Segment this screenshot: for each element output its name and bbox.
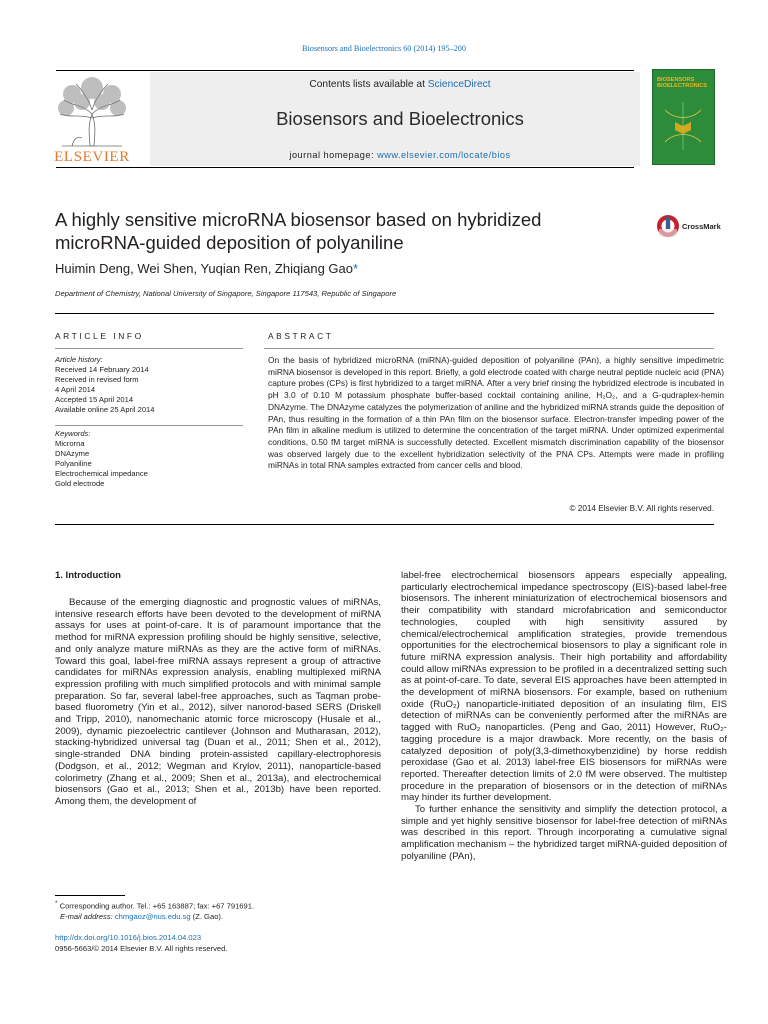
footnote-line: * Corresponding author. Tel.: +65 163887; fax: +67 791691. [55,900,255,911]
journal-name: Biosensors and Bioelectronics [276,108,524,129]
keyword: Polyaniline [55,459,92,468]
history-item: Accepted 15 April 2014 [55,395,134,404]
history-item: 4 April 2014 [55,385,96,394]
abstract-bottom-rule [55,524,714,525]
cover-graphic [661,100,706,152]
journal-citation[interactable]: Biosensors and Bioelectronics 60 (2014) 195–200 [302,44,466,53]
article-info-heading: ARTICLE INFO [55,331,144,341]
keywords-label: Keywords: [55,429,91,438]
right-column [401,570,727,863]
author-list: Huimin Deng, Wei Shen, Yuqian Ren, Zhiqiang Gao* [55,261,359,276]
masthead-top-rule [56,70,634,71]
abstract-copyright: © 2014 Elsevier B.V. All rights reserved. [569,504,714,513]
article-history [55,355,245,415]
cover-title: BIOSENSORS BIOELECTRONICS [657,77,708,89]
email-link[interactable]: chmgaoz@nus.edu.sg [114,911,191,921]
history-item: Available online 25 April 2014 [55,405,155,414]
article-info-rule [55,348,243,349]
title-rule [55,313,714,314]
keywords-rule [55,425,243,426]
footnote [55,899,254,922]
masthead-bottom-rule [56,167,634,168]
body-paragraph: To further enhance the sensitivity and simplify the detection protocol, a simple and yet highly sensitive biosensor for label-free detection of miRNAs was described in this report. Through incorporating a cumulative signal amplification mechanism – the hybridized target miRNA-guided deposition of polyaniline (PAn), [401,804,727,862]
affiliation: Department of Chemistry, National University of Singapore, Singapore 117543, Republic of Singapore [55,289,397,298]
footnote-email-line: E-mail address: chmgaoz@nus.edu.sg (Z. Gao). [60,911,224,921]
issn-line: 0956-5663/© 2014 Elsevier B.V. All rights reserved. [55,943,228,953]
left-column [55,597,381,808]
corresponding-author-mark[interactable]: * [352,261,359,276]
contents-line: Contents lists available at ScienceDirect [309,79,491,90]
body-paragraph: Because of the emerging diagnostic and prognostic values of miRNAs, intensive research efforts have been devoted to the development of miRNA assays for uses at point-of-care. It is of paramount importance that the method for miRNA expression profiling should be highly sensitive, selective, and only analyze mature miRNAs as they are the active form of miRNAs. Toward this goal, label-free miRNA assays represent a group of attractive candidates for miRNAs expression analysis, enabling multiplexed miRNA expression profiling with much simplified protocols and with minimal sample preparation. So far, several label-free approaches, such as Taqman probe-based fluorometry (Yin et al., 2012), silver nanorod-based SERS (Driskell and Tripp, 2010), nanomechanic atomic force microscopy (Husale et al., 2009), dynamic piezoelectric cantilever (Johnson and Mutharasan, 2012), stacking-hybridized universal tag (Duan et al., 2011; Shen et al., 2012), single-stranded DNA binding protein-assisted capillary-electrophoresis (Dodgson, et al., 2012; Wegman and Krylov, 2011), nanoparticle-based colorimetry (Zhang et al., 2009; Shen et al., 2013a), and electrochemical biosensors (Gao et al., 2013; Shen et al., 2013b) have been reported. Among them, the development of [55,597,381,807]
body-paragraph: label-free electrochemical biosensors appears especially appealing, particularly electrochemical impedance spectroscopy (EIS)-based label-free biosensors. The inherent miniaturization of electrochemical biosensors and their compatibility with standard microfabrication and semiconductor technologies, coupled with high sensitivity assured by chemical/electrochemical amplification strategies, provide tremendous opportunities for the electrochemical biosensors to play a significant role in future miRNA expression analysis. Their high portability and affordability could allow miRNAs expression to be profiled in a decentralized setting such as at point-of-care. To date, several EIS approaches have been attempted in the development of miRNA biosensors. For example, based on ruthenium oxide (RuO₂) nanoparticle-initiated deposition of an insulating film, EIS detection of miRNAs can be conveniently performed after the miRNAs are tagged with RuO₂ nanoparticles. (Peng and Gao, 2011) However, RuO₂-tagging procedure is a major drawback. More recently, on the basis of catalyzed deposition of poly(3,3-dimethoxybenzidine) by horse reddish peroxidase (Gao et al. 2013) label-free EIS biosensors for miRNAs were reported. Thereafter detection limits of 2.0 fM were observed. The multistep procedure in the preparation of biosensors or in the detection of miRNAs may hinder its further development. [401,570,727,804]
sciencedirect-link[interactable]: ScienceDirect [427,79,491,90]
abstract-heading: ABSTRACT [268,331,334,341]
article-title: A highly sensitive microRNA biosensor based on hybridized microRNA-guided deposition of polyaniline [55,209,542,253]
crossmark-label[interactable]: CrossMark [682,222,721,231]
keyword: Microrna [55,439,85,448]
elsevier-wordmark: ELSEVIER [54,149,130,165]
abstract-text: On the basis of hybridized microRNA (miRNA)-guided deposition of polyaniline (PAn), a highly sensitive impedimetric miRNA biosensor is developed in this report. Briefly, a gold electrode coated with charge neutral peptide nucleic acid (PNA) capture probes (CPs) is first hybridized to a target miRNA. After a very brief rinsing the hybridized electrode is incubated in pH 3.0 of 0.10 M potassium phosphate buffer-based cocktail containing aniline, H₂O₂, and a G-qudraplex-hemin DNAzyme. The DNAzyme catalyzes the polymerization of aniline and the hybridized miRNA strands guide the deposition of PAn, thus resulting in the formation of a thin PAn film on the biosensor surface. Electron-transfer impeding power of the PAn film in alkaline medium is utilized to determine the concentration of the target miRNA. Under optimized experimental conditions, 0.50 fM target miRNA is successfully detected. Excellent mismatch discrimination capability of the biosensor was observed largely due to the excellent hybridization selectivity of the PNA CPs. Attempts were made in profiling miRNAs in total RNA samples extracted from cancer cells and blood. [268,355,724,471]
doi-block [55,933,227,954]
journal-homepage-link[interactable]: www.elsevier.com/locate/bios [377,150,511,160]
doi-link[interactable]: http://dx.doi.org/10.1016/j.bios.2014.04.023 [55,933,202,942]
abstract-rule [264,348,714,349]
journal-cover-thumbnail[interactable] [652,69,715,165]
keyword: Electrochemical impedance [55,469,148,478]
article-history-label: Article history: [55,355,103,364]
footnote-rule [55,895,125,896]
section-heading-introduction: 1. Introduction [55,570,121,581]
journal-homepage: journal homepage: www.elsevier.com/locate/bios [289,150,511,160]
keyword: Gold electrode [55,479,105,488]
history-item: Received in revised form [55,375,139,384]
crossmark-icon[interactable] [655,211,681,241]
keyword: DNAzyme [55,449,90,458]
history-item: Received 14 February 2014 [55,365,149,374]
cover-footer [657,156,658,160]
keywords [55,429,245,489]
